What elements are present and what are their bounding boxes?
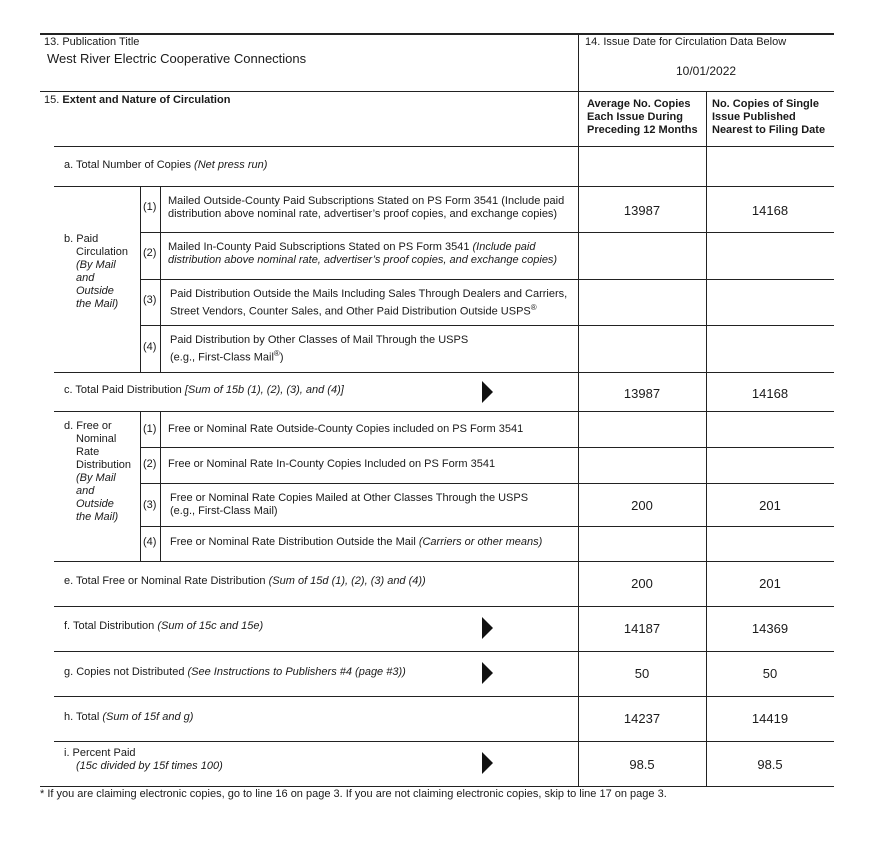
row-d4-line: Free or Nominal Rate Distribution Outside the Mail	[170, 536, 419, 548]
col-single-header	[712, 98, 834, 137]
section15-title-text: Extent and Nature of Circulation	[62, 94, 231, 106]
rule-after-b1	[140, 232, 834, 233]
row-e-label	[64, 575, 426, 588]
d-group-line: the Mail)	[76, 511, 119, 523]
row-g-note: (See Instructions to Publishers #4 (page #3))	[187, 666, 406, 678]
registered-mark: ®	[273, 349, 280, 358]
row-g-label	[64, 666, 406, 679]
rule-bottom	[40, 786, 834, 787]
row-d2-num: (2)	[143, 458, 157, 470]
d-sub-mid	[160, 411, 161, 561]
footnote: * If you are claiming electronic copies, go to line 16 on page 3. If you are not claiming electronic copies, skip to line 17 on page 3.	[40, 788, 667, 800]
row-h-single: 14419	[751, 711, 789, 726]
row-d2-text: Free or Nominal Rate In-County Copies Included on PS Form 3541	[168, 458, 496, 470]
rule-after-e	[54, 606, 834, 607]
d-sub-left	[140, 411, 141, 561]
rule-after-colheads	[54, 146, 834, 147]
col-single-line: Nearest to Filing Date	[712, 124, 826, 136]
d-group-line: Nominal	[76, 433, 117, 445]
rule-after-header	[40, 91, 834, 92]
b-group-line: Circulation	[76, 246, 128, 258]
row-d3-avg: 200	[631, 498, 653, 513]
row-b-group-label	[64, 233, 128, 311]
issue-date-value: 10/01/2022	[676, 64, 737, 78]
b-group-line: and	[76, 272, 95, 284]
row-b1-line: distribution above nominal rate, advertiser’s proof copies, and exchange copies)	[168, 208, 558, 220]
row-b2-num: (2)	[143, 247, 157, 259]
row-e-avg: 200	[631, 576, 653, 591]
row-h-avg: 14237	[623, 711, 661, 726]
row-b3-line: Paid Distribution Outside the Mails Including Sales Through Dealers and Carriers,	[170, 288, 568, 300]
row-b3-num: (3)	[143, 294, 157, 306]
row-f-avg: 14187	[623, 621, 661, 636]
row-b4-line: Paid Distribution by Other Classes of Mail Through the USPS	[170, 334, 469, 346]
top-rule	[40, 33, 834, 35]
row-b4-close: )	[279, 351, 284, 364]
rule-after-b3	[140, 325, 834, 326]
row-d1-num: (1)	[143, 423, 157, 435]
rule-after-f	[54, 651, 834, 652]
row-c-avg: 13987	[623, 386, 661, 401]
row-d3-num: (3)	[143, 499, 157, 511]
pub-title-value: West River Electric Cooperative Connections	[47, 51, 307, 66]
row-b3-text	[170, 288, 567, 319]
section15-num: 15.	[44, 94, 60, 106]
row-b1-avg: 13987	[623, 203, 661, 218]
row-f-label-text: f. Total Distribution	[64, 620, 158, 632]
row-b2-line-italic: (Include paid	[472, 241, 536, 253]
col-single-line: Issue Published	[712, 111, 796, 123]
row-h-label-text: h. Total	[64, 711, 103, 723]
col-avg-line: Each Issue During	[587, 111, 683, 123]
rule-after-a	[54, 186, 834, 187]
rule-after-g	[54, 696, 834, 697]
row-d4-text	[170, 536, 542, 549]
rule-after-d4	[54, 561, 834, 562]
row-f-note: (Sum of 15c and 15e)	[157, 620, 264, 632]
d-group-line: Distribution	[76, 459, 132, 471]
row-g-label-text: g. Copies not Distributed	[64, 666, 188, 678]
d-group-line: Outside	[76, 498, 114, 510]
row-d3-line: (e.g., First-Class Mail)	[170, 505, 278, 517]
row-i-single: 98.5	[757, 757, 783, 772]
b-group-line: the Mail)	[76, 298, 119, 310]
row-d4-line-italic: (Carriers or other means)	[418, 536, 543, 548]
row-f-label	[64, 620, 263, 633]
d-group-line: Rate	[76, 446, 100, 458]
row-i-label	[64, 747, 223, 773]
row-i-avg: 98.5	[629, 757, 655, 772]
row-a-label-text: a. Total Number of Copies	[64, 159, 195, 171]
rule-after-d3	[140, 526, 834, 527]
row-b4-text	[170, 334, 468, 365]
row-f-single: 14369	[751, 621, 789, 636]
row-e-label-text: e. Total Free or Nominal Rate Distribution	[64, 575, 269, 587]
row-d3-single: 201	[759, 498, 781, 513]
row-i-label-text: i. Percent Paid	[64, 747, 136, 759]
row-d4-num: (4)	[143, 536, 157, 548]
row-d-group-label	[64, 420, 131, 524]
row-e-note: (Sum of 15d (1), (2), (3) and (4))	[268, 575, 426, 587]
row-c-single: 14168	[751, 386, 789, 401]
col-single-line: No. Copies of Single	[712, 98, 819, 110]
row-c-label	[64, 384, 344, 397]
rule-after-b2	[140, 279, 834, 280]
rule-after-d2	[140, 483, 834, 484]
row-a-label	[64, 159, 267, 172]
row-b4-num: (4)	[143, 341, 157, 353]
col-divider-2	[706, 91, 707, 786]
row-b1-text	[168, 195, 564, 221]
b-group-line: (By Mail	[76, 259, 116, 271]
b-group-line: b. Paid	[64, 233, 99, 245]
row-d3-line: Free or Nominal Rate Copies Mailed at Other Classes Through the USPS	[170, 492, 529, 504]
row-h-note: (Sum of 15f and g)	[102, 711, 194, 723]
rule-after-h	[54, 741, 834, 742]
row-g-single: 50	[762, 666, 778, 681]
row-b2-text	[168, 241, 557, 267]
row-i-note: (15c divided by 15f times 100)	[76, 760, 223, 772]
d-group-line: d. Free or	[64, 420, 112, 432]
rule-after-d1	[140, 447, 834, 448]
registered-mark: ®	[530, 303, 537, 312]
row-c-label-text: c. Total Paid Distribution	[64, 384, 185, 396]
row-e-single: 201	[759, 576, 781, 591]
d-group-line: (By Mail	[76, 472, 116, 484]
triangle-arrow-icon	[482, 752, 493, 774]
rule-after-b4	[54, 372, 834, 373]
row-b2-line: Mailed In-County Paid Subscriptions Stated on PS Form 3541	[168, 241, 473, 253]
rule-after-c	[54, 411, 834, 412]
triangle-arrow-icon	[482, 617, 493, 639]
triangle-arrow-icon	[482, 381, 493, 403]
b-group-line: Outside	[76, 285, 114, 297]
row-b1-num: (1)	[143, 201, 157, 213]
row-b1-single: 14168	[751, 203, 789, 218]
row-b3-line: Street Vendors, Counter Sales, and Other Paid Distribution Outside USPS	[170, 305, 531, 318]
issue-date-label: 14. Issue Date for Circulation Data Below	[585, 36, 787, 48]
row-a-note: (Net press run)	[194, 159, 268, 171]
row-d1-text: Free or Nominal Rate Outside-County Copies included on PS Form 3541	[168, 423, 524, 435]
row-b2-line: distribution above nominal rate, advertiser’s proof copies, and exchange copies)	[168, 254, 558, 266]
row-d3-text	[170, 492, 528, 518]
pub-title-label: 13. Publication Title	[44, 36, 140, 48]
col-avg-line: Average No. Copies	[587, 98, 691, 110]
col-avg-header	[587, 98, 705, 137]
d-group-line: and	[76, 485, 95, 497]
row-h-label	[64, 711, 193, 724]
triangle-arrow-icon	[482, 662, 493, 684]
row-b1-line: Mailed Outside-County Paid Subscriptions Stated on PS Form 3541 (Include paid	[168, 195, 565, 207]
row-b4-line: (e.g., First-Class Mail	[170, 351, 274, 364]
col-avg-line: Preceding 12 Months	[587, 124, 698, 136]
section15-title	[44, 94, 230, 107]
row-c-note: [Sum of 15b (1), (2), (3), and (4)]	[184, 384, 344, 396]
row-g-avg: 50	[634, 666, 650, 681]
